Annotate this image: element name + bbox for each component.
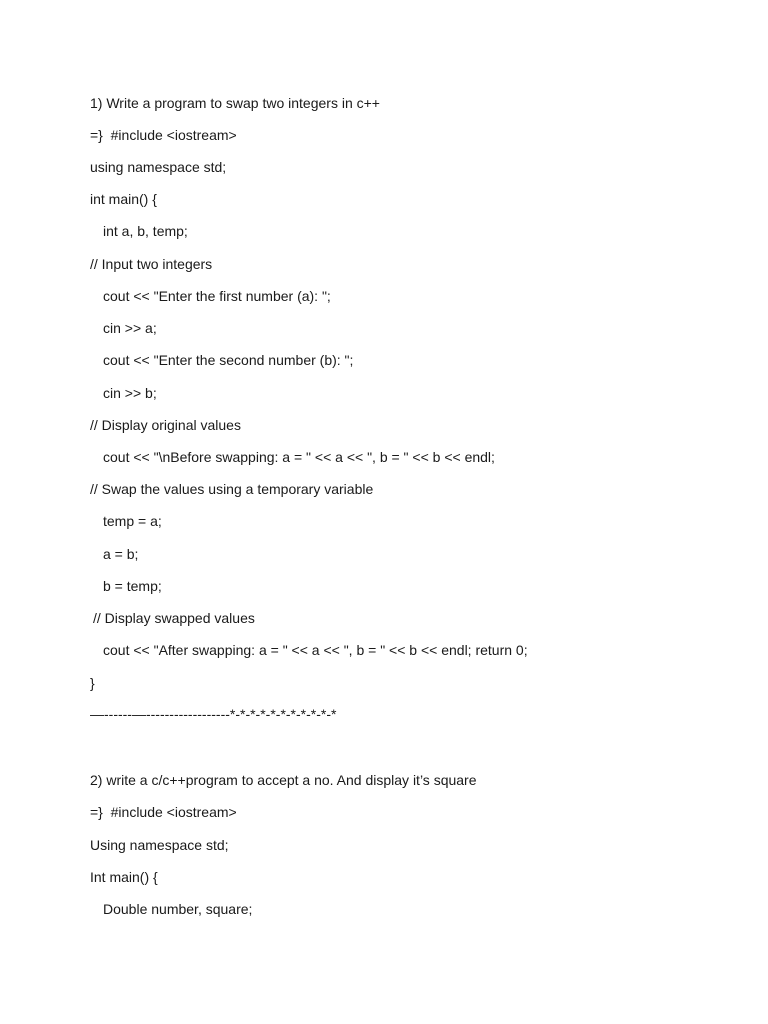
code-line-assign-b: b = temp; xyxy=(103,578,162,594)
code-line-declare-2: Double number, square; xyxy=(103,901,253,917)
code-line-read-b: cin >> b; xyxy=(103,385,157,401)
code-line-main-2: Int main() { xyxy=(90,869,158,885)
code-line-temp: temp = a; xyxy=(103,513,162,529)
code-comment-swap: // Swap the values using a temporary variable xyxy=(90,481,374,497)
code-line-include: =} #include <iostream> xyxy=(90,127,237,143)
code-line-prompt-a: cout << "Enter the first number (a): "; xyxy=(103,288,331,304)
code-line-include-2: =} #include <iostream> xyxy=(90,804,237,820)
code-line-close-brace: } xyxy=(90,675,95,691)
code-line-namespace: using namespace std; xyxy=(90,159,227,175)
question-1-heading: 1) Write a program to swap two integers in c++ xyxy=(90,95,380,111)
code-comment-input: // Input two integers xyxy=(90,256,213,272)
code-line-declare: int a, b, temp; xyxy=(103,223,188,239)
code-line-before-swap: cout << "\nBefore swapping: a = " << a << ", b = " << b << endl; xyxy=(103,449,495,465)
question-2-heading: 2) write a c/c++program to accept a no. And display it’s square xyxy=(90,772,477,788)
code-line-prompt-b: cout << "Enter the second number (b): "; xyxy=(103,352,354,368)
code-line-after-swap: cout << "After swapping: a = " << a << ", b = " << b << endl; return 0; xyxy=(103,642,528,658)
code-line-assign-a: a = b; xyxy=(103,546,139,562)
code-line-main: int main() { xyxy=(90,191,157,207)
code-line-namespace-2: Using namespace std; xyxy=(90,837,229,853)
section-divider: —------—------------------*-*-*-*-*-*-*-*-*-*-* xyxy=(90,706,337,722)
code-line-read-a: cin >> a; xyxy=(103,320,157,336)
code-comment-display-original: // Display original values xyxy=(90,417,241,433)
code-comment-display-swapped: // Display swapped values xyxy=(93,610,255,626)
